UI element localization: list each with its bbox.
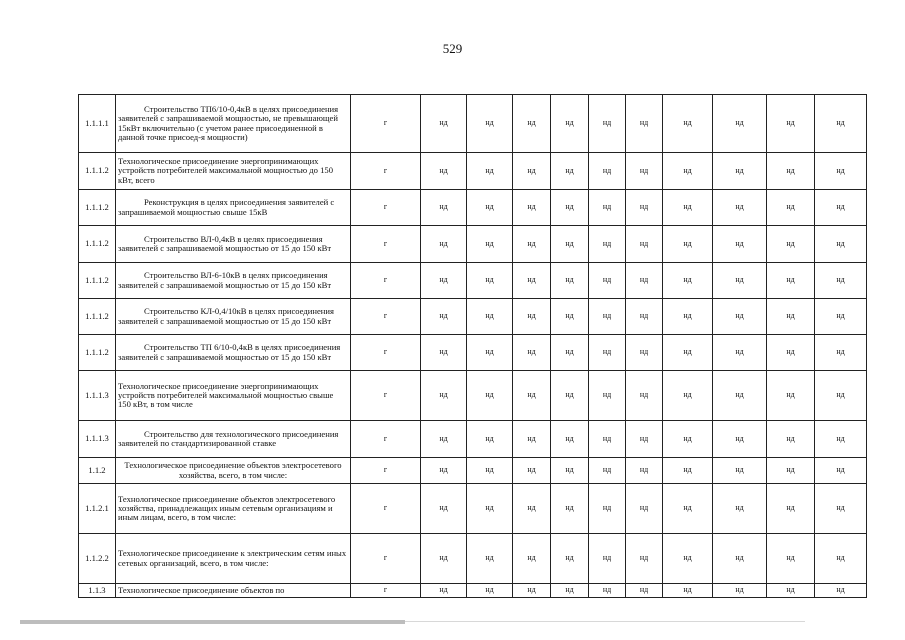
value-cell: нд xyxy=(663,584,713,598)
table-row xyxy=(79,299,867,335)
value-cell: нд xyxy=(663,371,713,421)
value-cell-unit: г xyxy=(351,226,421,263)
row-name-text: Технологическое присоединение объектов электросетевого хозяйства, принадлежащих иным сетевым организациям и иным лицам, всего, в том числе: xyxy=(118,493,336,523)
value-cell-unit: г xyxy=(351,371,421,421)
value-cell: нд xyxy=(551,584,589,598)
row-name xyxy=(116,153,351,190)
value-cell: нд xyxy=(626,226,663,263)
row-code: 1.1.1.2 xyxy=(79,153,116,190)
value-cell: нд xyxy=(589,584,626,598)
value-cell: нд xyxy=(467,371,513,421)
value-cell: нд xyxy=(513,371,551,421)
row-code: 1.1.3 xyxy=(79,584,116,598)
value-cell: нд xyxy=(815,335,867,371)
value-cell-unit: г xyxy=(351,421,421,458)
row-name xyxy=(116,534,351,584)
table-row xyxy=(79,371,867,421)
value-cell: нд xyxy=(513,153,551,190)
value-cell: нд xyxy=(815,299,867,335)
value-cell: нд xyxy=(626,371,663,421)
value-cell: нд xyxy=(513,190,551,226)
table-row xyxy=(79,153,867,190)
value-cell: нд xyxy=(421,153,467,190)
value-cell: нд xyxy=(467,226,513,263)
value-cell: нд xyxy=(626,263,663,299)
value-cell: нд xyxy=(663,299,713,335)
value-cell: нд xyxy=(767,484,815,534)
value-cell: нд xyxy=(551,484,589,534)
row-code: 1.1.1.2 xyxy=(79,335,116,371)
row-name-text: Строительство ВЛ-0,4кВ в целях присоединения заявителей с запрашиваемой мощностью от 15 до 150 кВт xyxy=(118,233,332,253)
value-cell: нд xyxy=(551,534,589,584)
row-name-text: Технологическое присоединение объектов электросетевого хозяйства, всего, в том числе: xyxy=(124,460,342,480)
value-cell: нд xyxy=(513,584,551,598)
value-cell-unit: г xyxy=(351,584,421,598)
value-cell: нд xyxy=(551,95,589,153)
row-code: 1.1.1.2 xyxy=(79,299,116,335)
value-cell: нд xyxy=(421,263,467,299)
row-name xyxy=(116,335,351,371)
value-cell: нд xyxy=(551,226,589,263)
value-cell-unit: г xyxy=(351,95,421,153)
value-cell: нд xyxy=(467,421,513,458)
value-cell: нд xyxy=(513,95,551,153)
value-cell: нд xyxy=(467,299,513,335)
value-cell: нд xyxy=(713,421,767,458)
row-name-text: Технологическое присоединение объектов по xyxy=(118,584,285,595)
value-cell: нд xyxy=(713,371,767,421)
value-cell: нд xyxy=(713,226,767,263)
row-name xyxy=(116,95,351,153)
value-cell: нд xyxy=(626,190,663,226)
row-name xyxy=(116,263,351,299)
value-cell: нд xyxy=(815,226,867,263)
value-cell: нд xyxy=(589,299,626,335)
value-cell: нд xyxy=(421,95,467,153)
value-cell: нд xyxy=(663,263,713,299)
row-name-text: Технологическое присоединение энергопринимающих устройств потребителей максимальной мощностью до 150 кВт, всего xyxy=(118,156,334,185)
value-cell-unit: г xyxy=(351,458,421,484)
row-name-text: Строительство КЛ-0,4/10кВ в целях присоединения заявителей с запрашиваемой мощностью от 15 до 150 кВт xyxy=(118,306,334,326)
value-cell: нд xyxy=(663,153,713,190)
value-cell: нд xyxy=(589,484,626,534)
value-cell: нд xyxy=(513,226,551,263)
value-cell: нд xyxy=(467,484,513,534)
value-cell: нд xyxy=(421,421,467,458)
value-cell: нд xyxy=(815,421,867,458)
value-cell: нд xyxy=(589,371,626,421)
value-cell: нд xyxy=(467,458,513,484)
value-cell: нд xyxy=(626,95,663,153)
value-cell: нд xyxy=(663,190,713,226)
value-cell: нд xyxy=(767,190,815,226)
value-cell: нд xyxy=(713,335,767,371)
value-cell: нд xyxy=(513,458,551,484)
value-cell: нд xyxy=(626,153,663,190)
value-cell: нд xyxy=(767,458,815,484)
value-cell: нд xyxy=(815,534,867,584)
value-cell: нд xyxy=(713,484,767,534)
value-cell: нд xyxy=(626,335,663,371)
value-cell: нд xyxy=(421,335,467,371)
table-row xyxy=(79,226,867,263)
value-cell: нд xyxy=(589,226,626,263)
value-cell: нд xyxy=(713,299,767,335)
value-cell: нд xyxy=(713,458,767,484)
value-cell: нд xyxy=(663,95,713,153)
scan-edge-line xyxy=(405,621,805,622)
value-cell: нд xyxy=(589,190,626,226)
row-name xyxy=(116,584,351,598)
value-cell: нд xyxy=(626,484,663,534)
value-cell: нд xyxy=(513,484,551,534)
value-cell: нд xyxy=(467,153,513,190)
value-cell: нд xyxy=(589,95,626,153)
value-cell: нд xyxy=(815,584,867,598)
value-cell: нд xyxy=(421,584,467,598)
value-cell: нд xyxy=(421,484,467,534)
value-cell: нд xyxy=(713,95,767,153)
table-row xyxy=(79,421,867,458)
value-cell: нд xyxy=(421,371,467,421)
value-cell: нд xyxy=(551,299,589,335)
table-row xyxy=(79,458,867,484)
value-cell: нд xyxy=(663,458,713,484)
value-cell: нд xyxy=(467,534,513,584)
value-cell: нд xyxy=(767,421,815,458)
row-name-text: Технологическое присоединение энергопринимающих устройств потребителей максимальной мощностью свыше 150 кВт, в том числе xyxy=(118,380,334,410)
value-cell: нд xyxy=(626,458,663,484)
value-cell: нд xyxy=(767,263,815,299)
value-cell: нд xyxy=(421,226,467,263)
row-code: 1.1.1.2 xyxy=(79,263,116,299)
value-cell: нд xyxy=(767,534,815,584)
value-cell: нд xyxy=(663,335,713,371)
value-cell: нд xyxy=(551,458,589,484)
row-name xyxy=(116,421,351,458)
table-row xyxy=(79,190,867,226)
row-name-text: Технологическое присоединение к электрическим сетям иных сетевых организаций, всего, в том числе: xyxy=(118,548,347,568)
value-cell: нд xyxy=(551,153,589,190)
value-cell: нд xyxy=(815,263,867,299)
value-cell: нд xyxy=(767,335,815,371)
row-code: 1.1.1.2 xyxy=(79,226,116,263)
row-code: 1.1.2.2 xyxy=(79,534,116,584)
value-cell: нд xyxy=(815,95,867,153)
value-cell: нд xyxy=(421,458,467,484)
value-cell: нд xyxy=(467,263,513,299)
value-cell: нд xyxy=(513,421,551,458)
row-name xyxy=(116,226,351,263)
table-row xyxy=(79,584,867,598)
value-cell: нд xyxy=(767,299,815,335)
row-code: 1.1.1.3 xyxy=(79,371,116,421)
value-cell: нд xyxy=(663,421,713,458)
row-code: 1.1.1.3 xyxy=(79,421,116,458)
row-name-text: Строительство ВЛ-6-10кВ в целях присоединения заявителей с запрашиваемой мощностью от 15 до 150 кВт xyxy=(118,270,332,290)
value-cell: нд xyxy=(713,153,767,190)
value-cell: нд xyxy=(713,534,767,584)
value-cell: нд xyxy=(513,335,551,371)
scan-edge-shadow xyxy=(20,620,405,624)
value-cell: нд xyxy=(589,153,626,190)
table-row xyxy=(79,484,867,534)
value-cell-unit: г xyxy=(351,534,421,584)
row-code: 1.1.2.1 xyxy=(79,484,116,534)
row-name xyxy=(116,484,351,534)
value-cell: нд xyxy=(626,584,663,598)
row-name-text: Строительство ТП6/10-0,4кВ в целях присоединения заявителей с запрашиваемой мощностью, не превышающей 15кВт включительно (с учетом ранее присоединенной в данной точке присоед-я мощности) xyxy=(118,103,339,142)
value-cell: нд xyxy=(551,421,589,458)
value-cell: нд xyxy=(467,95,513,153)
value-cell-unit: г xyxy=(351,263,421,299)
value-cell-unit: г xyxy=(351,299,421,335)
value-cell: нд xyxy=(467,584,513,598)
value-cell-unit: г xyxy=(351,190,421,226)
value-cell: нд xyxy=(815,371,867,421)
value-cell: нд xyxy=(421,534,467,584)
value-cell: нд xyxy=(815,153,867,190)
value-cell: нд xyxy=(663,484,713,534)
table-row xyxy=(79,335,867,371)
value-cell: нд xyxy=(513,299,551,335)
value-cell: нд xyxy=(589,335,626,371)
value-cell: нд xyxy=(626,421,663,458)
value-cell: нд xyxy=(767,95,815,153)
value-cell: нд xyxy=(421,190,467,226)
row-code: 1.1.1.2 xyxy=(79,190,116,226)
row-code: 1.1.1.1 xyxy=(79,95,116,153)
value-cell: нд xyxy=(551,190,589,226)
row-name-text: Строительство ТП 6/10-0,4кВ в целях присоединения заявителей с запрашиваемой мощностью от 15 до 150 кВт xyxy=(118,342,341,362)
value-cell: нд xyxy=(589,534,626,584)
value-cell: нд xyxy=(663,534,713,584)
row-name xyxy=(116,299,351,335)
value-cell-unit: г xyxy=(351,484,421,534)
value-cell: нд xyxy=(467,190,513,226)
value-cell: нд xyxy=(589,263,626,299)
value-cell: нд xyxy=(767,584,815,598)
row-name xyxy=(116,458,351,484)
value-cell: нд xyxy=(421,299,467,335)
page-number: 529 xyxy=(442,41,463,56)
row-name xyxy=(116,190,351,226)
table-row xyxy=(79,95,867,153)
value-cell: нд xyxy=(626,534,663,584)
table-row xyxy=(79,263,867,299)
row-name-text: Реконструкция в целях присоединения заявителей с запрашиваемой мощностью свыше 15кВ xyxy=(118,197,335,217)
value-cell: нд xyxy=(713,584,767,598)
value-cell: нд xyxy=(663,226,713,263)
value-cell: нд xyxy=(713,263,767,299)
value-cell: нд xyxy=(551,335,589,371)
value-cell: нд xyxy=(767,371,815,421)
value-cell: нд xyxy=(815,190,867,226)
value-cell: нд xyxy=(551,371,589,421)
value-cell: нд xyxy=(713,190,767,226)
value-cell: нд xyxy=(815,458,867,484)
value-cell-unit: г xyxy=(351,335,421,371)
investment-program-table xyxy=(78,94,867,598)
value-cell: нд xyxy=(626,299,663,335)
value-cell: нд xyxy=(589,421,626,458)
value-cell: нд xyxy=(513,263,551,299)
value-cell: нд xyxy=(589,458,626,484)
value-cell: нд xyxy=(467,335,513,371)
row-code: 1.1.2 xyxy=(79,458,116,484)
value-cell: нд xyxy=(551,263,589,299)
value-cell: нд xyxy=(767,153,815,190)
value-cell: нд xyxy=(767,226,815,263)
value-cell-unit: г xyxy=(351,153,421,190)
value-cell: нд xyxy=(815,484,867,534)
row-name xyxy=(116,371,351,421)
table-row xyxy=(79,534,867,584)
row-name-text: Строительство для технологического присоединения заявителей по стандартизированной ставке xyxy=(118,428,339,448)
value-cell: нд xyxy=(513,534,551,584)
